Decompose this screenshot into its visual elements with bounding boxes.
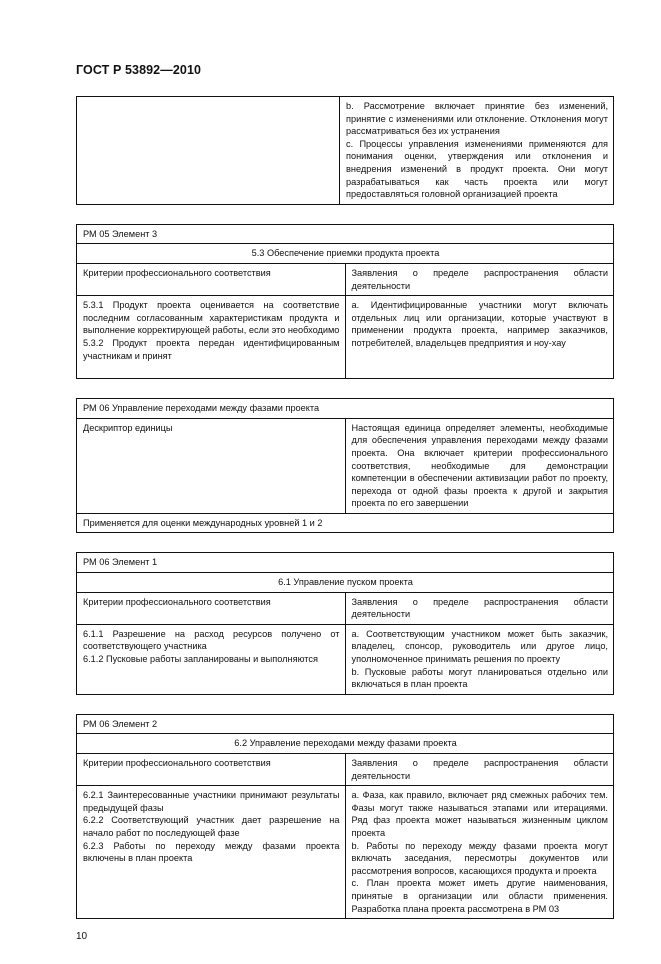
descriptor-text: Настоящая единица определяет элементы, необходимые для обеспечения управления переходами между фазами проекта. Она включает критерии профессионального соответствия, необходимые для демонстрации компетенции в обеспечении активизации работ по проекту, перехода от одной фазы проекта к другой и закрытия проекта по его завершении (345, 418, 614, 513)
criterion: 6.1.2 Пусковые работы запланированы и выполняются (83, 654, 318, 665)
statement: a. Идентифицированные участники могут включать отдельных лиц или организации, которые участвуют в применении продукта проекта, например заказчиков, потребителей, владельцев предприятия и ноу-хау (351, 300, 608, 348)
applies-note: Применяется для оценки международных уровней 1 и 2 (77, 513, 614, 533)
pm05-element3-table (76, 224, 614, 379)
column-header: Критерии профессионального соответствия (77, 754, 346, 786)
continued-table (76, 96, 614, 205)
criterion: 6.1.1 Разрешение на расход ресурсов получено от соответствующего участника (83, 628, 340, 652)
pm06-element2-table (76, 714, 614, 919)
criterion: 6.2.3 Работы по переходу между фазами проекта включены в план проекта (83, 840, 340, 864)
section-title: 6.2 Управление переходами между фазами проекта (77, 734, 614, 754)
statement: c. Процессы управления изменениями применяются для понимания оценки, утверждения или отклонения и внедрения изменений в продукт проекта. Они могут разрабатываться как часть проекта или могут предоставляться головной организацией проекта (346, 138, 608, 200)
table-title: РМ 05 Элемент 3 (77, 224, 614, 244)
descriptor-label: Дескриптор единицы (77, 418, 346, 513)
criterion: 5.3.2 Продукт проекта передан идентифицированным участникам и принят (83, 337, 340, 361)
statement: a. Соответствующим участником может быть заказчик, владелец, спонсор, руководитель или другое лицо, уполномоченное принимать решения по проекту (351, 628, 608, 665)
column-header: Заявления о пределе распространения области деятельности (345, 263, 614, 295)
section-title: 6.1 Управление пуском проекта (77, 573, 614, 593)
section-title: 5.3 Обеспечение приемки продукта проекта (77, 244, 614, 264)
statements-cell (345, 786, 614, 919)
criteria-cell (77, 786, 346, 919)
statements-cell (340, 97, 614, 205)
statements-cell (345, 296, 614, 379)
column-header: Заявления о пределе распространения области деятельности (345, 754, 614, 786)
criterion: 6.2.1 Заинтересованные участники принимают результаты предыдущей фазы (83, 790, 340, 813)
statement: c. План проекта может иметь другие наименования, принятые в организации или области применения. Разработка плана проекта рассмотрена в РМ 03 (351, 878, 608, 914)
table-title: РМ 06 Элемент 1 (77, 553, 614, 573)
statement: b. Рассмотрение включает принятие без изменений, принятие с изменениями или отклонение. Отклонения могут рассматриваться без их устранения (346, 101, 608, 137)
page-number: 10 (76, 931, 88, 943)
criterion: 6.2.2 Соответствующий участник дает разрешение на начало работ по последующей фазе (83, 815, 340, 838)
statement: a. Фаза, как правило, включает ряд смежных рабочих тем. Фазы могут также называться этапами или итерациями. Ряд фаз проекта может называться жизненным циклом проекта (351, 790, 608, 838)
document-header: ГОСТ Р 53892—2010 (76, 63, 202, 77)
column-header: Заявления о пределе распространения области деятельности (345, 592, 614, 624)
table-title: РМ 06 Элемент 2 (77, 714, 614, 734)
column-header: Критерии профессионального соответствия (77, 592, 346, 624)
statements-cell (345, 624, 614, 694)
criteria-cell (77, 296, 346, 379)
statement: b. Работы по переходу между фазами проекта могут включать заседания, пересмотры документов или рассмотрения вопросов, касающихся продукта и проекта (351, 840, 608, 876)
criteria-cell (77, 624, 346, 694)
empty-cell (77, 97, 340, 205)
statement: b. Пусковые работы могут планироваться отдельно или включаться в план проекта (351, 666, 608, 690)
column-header: Критерии профессионального соответствия (77, 263, 346, 295)
criterion: 5.3.1 Продукт проекта оценивается на соответствие последним согласованным характеристикам продукта и выполнение корректирующей работы, если это необходимо (83, 300, 340, 336)
page-body (76, 96, 614, 964)
pm06-element1-table (76, 552, 614, 694)
pm06-unit-table (76, 398, 614, 533)
table-title: РМ 06 Управление переходами между фазами проекта (77, 399, 614, 419)
